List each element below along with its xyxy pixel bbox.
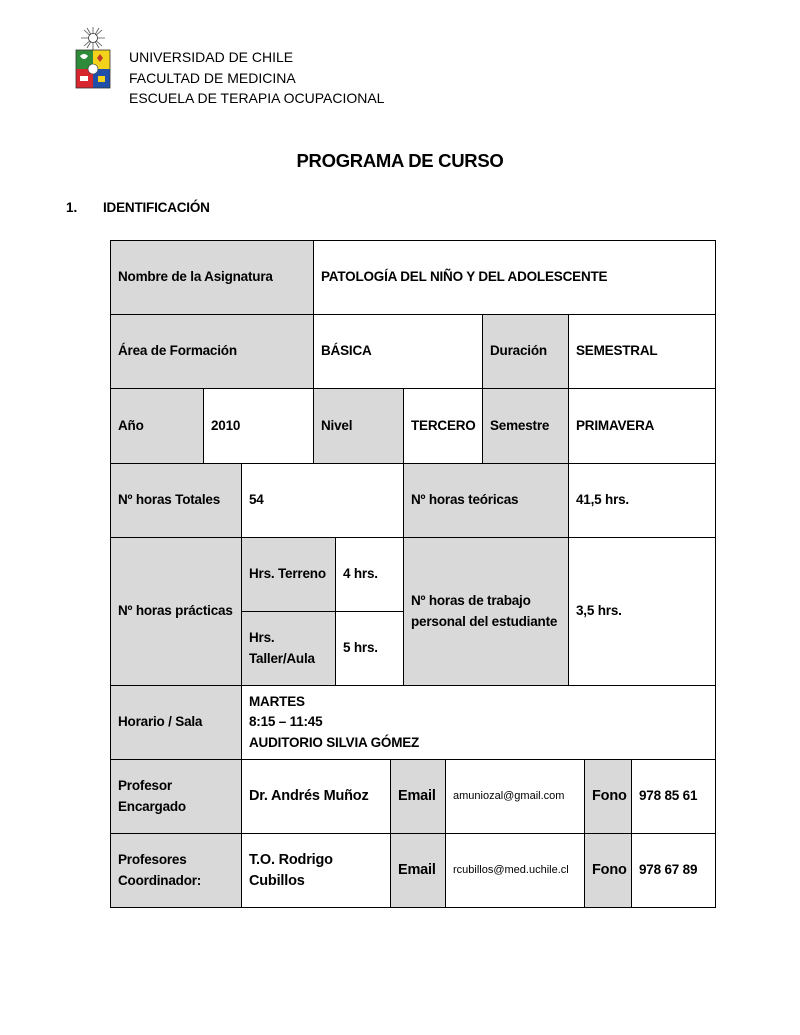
taller-label-line2: Taller/Aula	[249, 650, 315, 666]
terreno-value: 4 hrs.	[335, 537, 404, 612]
profesor-fono: 978 85 61	[631, 759, 716, 834]
coordinador-label-line1: Profesores	[118, 852, 187, 867]
horario-label: Horario / Sala	[110, 685, 242, 760]
anio-label: Año	[110, 388, 204, 464]
profesor-email-label: Email	[390, 759, 446, 834]
taller-label	[241, 611, 336, 686]
horario-time: 8:15 – 11:45	[249, 714, 323, 730]
coordinador-email: rcubillos@med.uchile.cl	[445, 833, 585, 908]
taller-value: 5 hrs.	[335, 611, 404, 686]
coordinador-email-label: Email	[390, 833, 446, 908]
seal-icon	[74, 26, 112, 96]
institution-header	[129, 47, 384, 109]
section-title: IDENTIFICACIÓN	[103, 200, 210, 215]
coordinador-label	[110, 833, 242, 908]
nivel-label: Nivel	[313, 388, 404, 464]
duracion-label: Duración	[482, 314, 569, 389]
school-name: ESCUELA DE TERAPIA OCUPACIONAL	[129, 90, 385, 106]
profesor-label-line1: Profesor	[118, 778, 172, 793]
duracion-value: SEMESTRAL	[568, 314, 716, 389]
semestre-value: PRIMAVERA	[568, 388, 716, 464]
trabajo-label-line2: personal del estudiante	[411, 613, 558, 629]
area-value: BÁSICA	[313, 314, 483, 389]
horas-practicas-label: Nº horas prácticas	[110, 537, 242, 686]
section-number: 1.	[66, 200, 78, 215]
horas-teoricas-value: 41,5 hrs.	[568, 463, 716, 538]
anio-value: 2010	[203, 388, 314, 464]
horas-teoricas-label: Nº horas teóricas	[403, 463, 569, 538]
university-name: UNIVERSIDAD DE CHILE	[129, 49, 294, 65]
profesor-label	[110, 759, 242, 834]
university-seal-logo	[74, 26, 112, 96]
trabajo-personal-label	[403, 537, 569, 686]
coordinador-fono: 978 67 89	[631, 833, 716, 908]
profesor-email: amuniozal@gmail.com	[445, 759, 585, 834]
taller-label-line1: Hrs.	[249, 630, 275, 645]
nivel-value: TERCERO	[403, 388, 483, 464]
area-label: Área de Formación	[110, 314, 314, 389]
profesor-fono-label: Fono	[584, 759, 632, 834]
profesor-name: Dr. Andrés Muñoz	[241, 759, 391, 834]
semestre-label: Semestre	[482, 388, 569, 464]
horas-totales-label: Nº horas Totales	[110, 463, 242, 538]
coordinador-label-line2: Coordinador:	[118, 872, 202, 888]
coordinador-fono-label: Fono	[584, 833, 632, 908]
trabajo-label-line1: Nº horas de trabajo	[411, 593, 531, 608]
terreno-label: Hrs. Terreno	[241, 537, 336, 612]
horario-day: MARTES	[249, 693, 305, 709]
profesor-label-line2: Encargado	[118, 798, 186, 814]
horario-room: AUDITORIO SILVIA GÓMEZ	[249, 734, 420, 750]
asignatura-value: PATOLOGÍA DEL NIÑO Y DEL ADOLESCENTE	[313, 240, 716, 315]
coordinador-name: T.O. Rodrigo Cubillos	[241, 833, 391, 908]
horario-value	[241, 685, 716, 760]
trabajo-personal-value: 3,5 hrs.	[568, 537, 716, 686]
horas-totales-value: 54	[241, 463, 404, 538]
faculty-name: FACULTAD DE MEDICINA	[129, 69, 296, 86]
page-title: PROGRAMA DE CURSO	[296, 150, 504, 171]
asignatura-label: Nombre de la Asignatura	[110, 240, 314, 315]
